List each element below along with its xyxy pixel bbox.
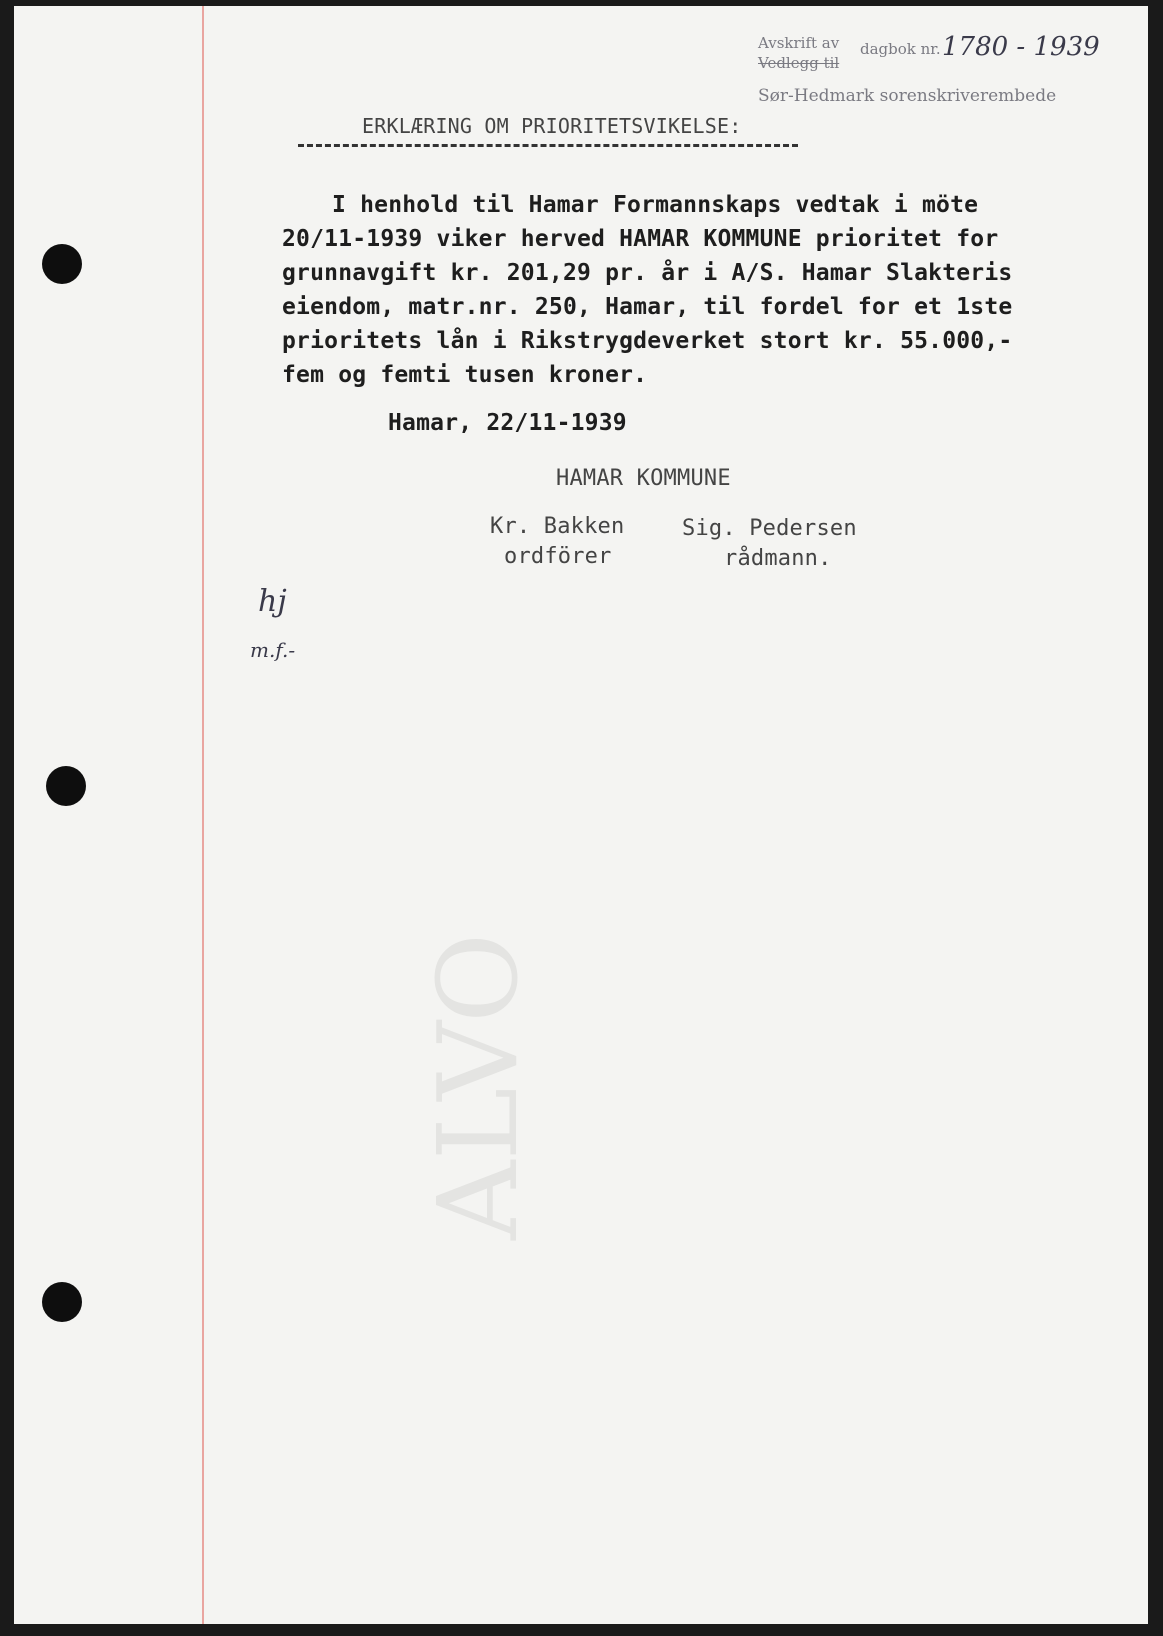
stamp-dagbok: dagbok nr. <box>860 40 941 58</box>
signer2-name: Sig. Pedersen <box>682 516 857 541</box>
margin-rule <box>202 6 204 1624</box>
handwritten-initials: hj <box>258 584 287 619</box>
issuer-name: HAMAR KOMMUNE <box>556 466 731 491</box>
document-page <box>14 6 1148 1624</box>
punch-hole-bottom <box>42 1282 82 1322</box>
stamp-entry-number: 1780 - 1939 <box>942 32 1100 62</box>
title-underline <box>298 144 798 147</box>
document-title: ERKLÆRING OM PRIORITETSVIKELSE: <box>362 114 742 138</box>
stamp-office: Sør-Hedmark sorenskriverembede <box>758 86 1057 106</box>
body-line-3: grunnavgift kr. 201,29 pr. år i A/S. Hamar Slakteris <box>282 260 1013 286</box>
punch-hole-top <box>42 244 82 284</box>
handwritten-mark: m.f.- <box>250 638 296 662</box>
body-line-1: I henhold til Hamar Formannskaps vedtak i möte <box>332 192 979 218</box>
signer1-name: Kr. Bakken <box>490 514 625 539</box>
body-line-6: fem og femti tusen kroner. <box>282 362 648 388</box>
signer1-title: ordförer <box>504 544 612 569</box>
signer2-title: rådmann. <box>724 546 832 571</box>
body-line-2: 20/11-1939 viker herved HAMAR KOMMUNE prioritet for <box>282 226 999 252</box>
stamp-vedlegg: Vedlegg til <box>758 54 840 72</box>
place-date: Hamar, 22/11-1939 <box>388 410 627 436</box>
body-line-4: eiendom, matr.nr. 250, Hamar, til fordel for et 1ste <box>282 294 1013 320</box>
paper-watermark: ALVO <box>414 932 542 1240</box>
body-line-5: prioritets lån i Rikstrygdeverket stort kr. 55.000,- <box>282 328 1013 354</box>
stamp-avskrift: Avskrift av <box>758 34 840 52</box>
punch-hole-middle <box>46 766 86 806</box>
